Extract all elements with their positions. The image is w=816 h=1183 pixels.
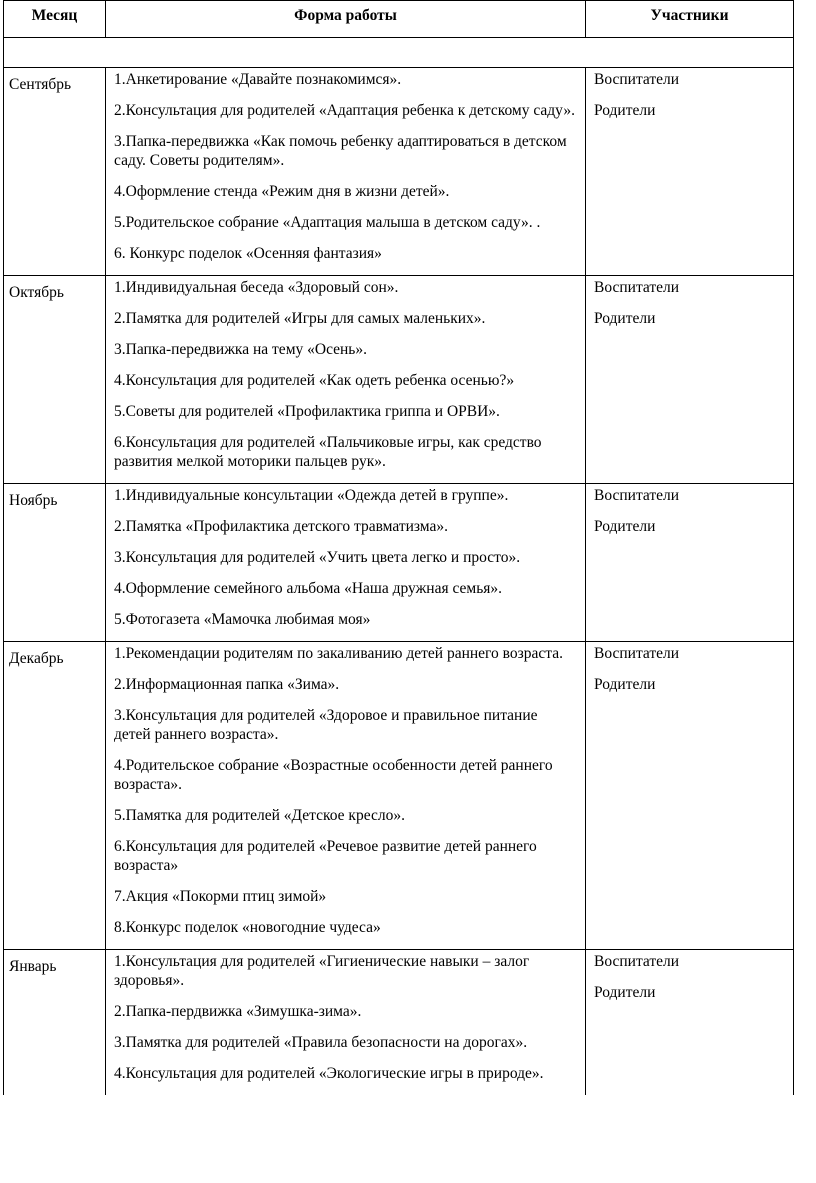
participants-cell <box>586 950 794 1096</box>
work-form-item: 1.Индивидуальные консультации «Одежда детей в группе». <box>114 487 509 504</box>
work-form-item: 3.Консультация для родителей «Здоровое и правильное питание детей раннего возраста». <box>114 707 538 743</box>
table-header-row <box>4 1 794 38</box>
participant-item: Воспитатели <box>594 279 680 296</box>
work-form-item: 3.Папка-передвижка «Как помочь ребенку адаптироваться в детском саду. Советы родителям». <box>114 133 567 169</box>
work-form-item: 5.Памятка для родителей «Детское кресло». <box>114 807 405 824</box>
table-row <box>4 68 794 276</box>
work-form-item: 4.Родительское собрание «Возрастные особенности детей раннего возраста». <box>114 757 553 793</box>
participants-cell <box>586 642 794 950</box>
month-cell: Сентябрь <box>4 68 106 276</box>
forms-cell <box>106 276 586 484</box>
participants-cell <box>586 276 794 484</box>
work-form-item: 5.Родительское собрание «Адаптация малыша в детском саду». . <box>114 214 541 231</box>
table-row <box>4 484 794 642</box>
work-form-item: 1.Консультация для родителей «Гигиенические навыки – залог здоровья». <box>114 953 530 989</box>
work-form-item: 5.Фотогазета «Мамочка любимая моя» <box>114 611 371 628</box>
empty-row <box>4 38 794 68</box>
header-form: Форма работы <box>106 1 586 38</box>
work-form-item: 7.Акция «Покорми птиц зимой» <box>114 888 327 905</box>
header-month: Месяц <box>4 1 106 38</box>
participant-item: Воспитатели <box>594 953 680 970</box>
participant-item: Воспитатели <box>594 645 680 662</box>
table-row <box>4 276 794 484</box>
forms-cell <box>106 68 586 276</box>
work-form-item: 2.Памятка «Профилактика детского травматизма». <box>114 518 449 535</box>
participant-item: Воспитатели <box>594 71 680 88</box>
forms-cell <box>106 950 586 1096</box>
participants-cell <box>586 68 794 276</box>
work-form-item: 2.Памятка для родителей «Игры для самых маленьких». <box>114 310 486 327</box>
work-plan-table <box>3 0 794 1095</box>
work-form-item: 2.Папка-пердвижка «Зимушка-зима». <box>114 1003 362 1020</box>
participant-item: Родители <box>594 676 656 693</box>
work-form-item: 8.Конкурс поделок «новогодние чудеса» <box>114 919 381 936</box>
participant-item: Родители <box>594 102 656 119</box>
header-participants: Участники <box>586 1 794 38</box>
work-form-item: 5.Советы для родителей «Профилактика гриппа и ОРВИ». <box>114 403 500 420</box>
work-form-item: 3.Памятка для родителей «Правила безопасности на дорогах». <box>114 1034 528 1051</box>
table-row <box>4 642 794 950</box>
month-cell: Декабрь <box>4 642 106 950</box>
work-form-item: 6.Консультация для родителей «Речевое развитие детей раннего возраста» <box>114 838 537 874</box>
work-form-item: 6. Конкурс поделок «Осенняя фантазия» <box>114 245 382 262</box>
work-form-item: 2.Информационная папка «Зима». <box>114 676 340 693</box>
work-form-item: 4.Оформление стенда «Режим дня в жизни детей». <box>114 183 450 200</box>
participant-item: Воспитатели <box>594 487 680 504</box>
work-form-item: 4.Оформление семейного альбома «Наша дружная семья». <box>114 580 503 597</box>
work-form-item: 3.Папка-передвижка на тему «Осень». <box>114 341 368 358</box>
empty-cell <box>4 38 794 68</box>
work-form-item: 1.Рекомендации родителям по закаливанию детей раннего возраста. <box>114 645 563 662</box>
participant-item: Родители <box>594 310 656 327</box>
work-form-item: 2.Консультация для родителей «Адаптация ребенка к детскому саду». <box>114 102 575 119</box>
month-cell: Январь <box>4 950 106 1096</box>
work-form-item: 1.Анкетирование «Давайте познакомимся». <box>114 71 402 88</box>
participants-cell <box>586 484 794 642</box>
month-cell: Ноябрь <box>4 484 106 642</box>
work-form-item: 6.Консультация для родителей «Пальчиковые игры, как средство развития мелкой моторики пальцев рук». <box>114 434 542 470</box>
month-cell: Октябрь <box>4 276 106 484</box>
work-form-item: 4.Консультация для родителей «Как одеть ребенка осенью?» <box>114 372 515 389</box>
table-row <box>4 950 794 1096</box>
work-form-item: 4.Консультация для родителей «Экологические игры в природе». <box>114 1065 544 1082</box>
forms-cell <box>106 642 586 950</box>
forms-cell <box>106 484 586 642</box>
work-form-item: 3.Консультация для родителей «Учить цвета легко и просто». <box>114 549 521 566</box>
participant-item: Родители <box>594 518 656 535</box>
work-form-item: 1.Индивидуальная беседа «Здоровый сон». <box>114 279 399 296</box>
participant-item: Родители <box>594 984 656 1001</box>
